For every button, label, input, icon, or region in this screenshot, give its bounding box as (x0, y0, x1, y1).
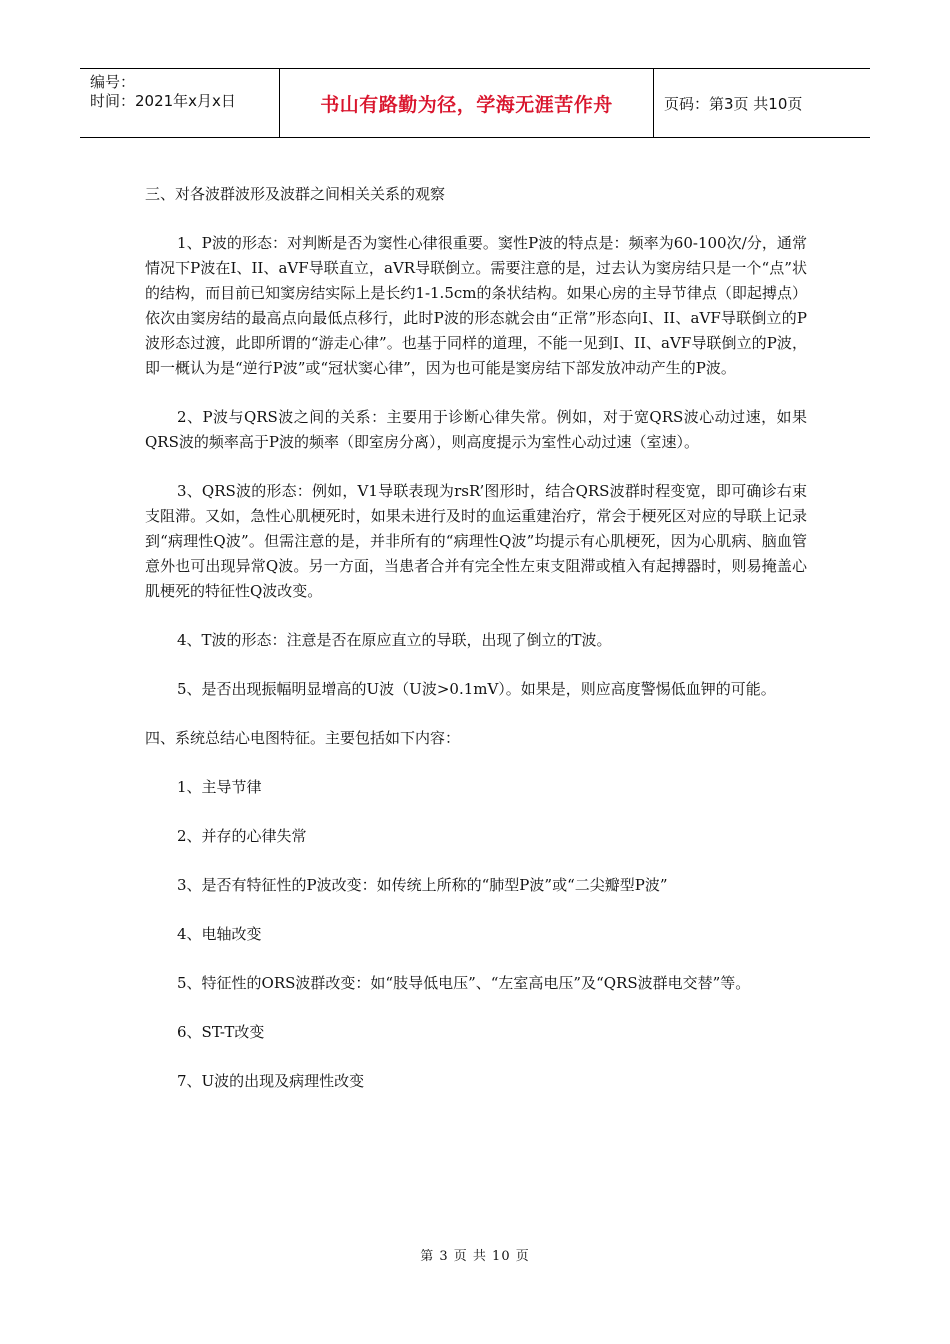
paragraph-qrs-morphology: 3、QRS波的形态：例如，V1导联表现为rsR’图形时，结合QRS波群时程变宽，即可确诊右束支阻滞。又如，急性心肌梗死时，如果未进行及时的血运重建治疗，常会于梗死区对应的导联上记录到“病理性Q波”。但需注意的是，并非所有的“病理性Q波”均提示有心肌梗死，因为心肌病、脑血管意外也可出现异常Q波。另一方面，当患者合并有完全性左束支阻滞或植入有起搏器时，则易掩盖心肌梗死的特征性Q波改变。 (145, 482, 807, 600)
list-item: 2、并存的心律失常 (177, 827, 307, 845)
list-item: 4、电轴改变 (177, 925, 262, 943)
document-header (80, 68, 870, 138)
list-item: 6、ST-T改变 (177, 1023, 265, 1041)
document-body (145, 182, 807, 1094)
header-page-cell (654, 69, 870, 137)
section-heading-4: 四、系统总结心电图特征。主要包括如下内容： (145, 729, 461, 747)
paragraph-p-qrs-relationship: 2、P波与QRS波之间的关系：主要用于诊断心律失常。例如，对于宽QRS波心动过速，如果QRS波的频率高于P波的频率（即室房分离），则高度提示为室性心动过速（室速）。 (145, 408, 807, 451)
footer-page-number: 第 3 页 共 10 页 (420, 1249, 530, 1264)
header-page-info: 页码：第3页 共10页 (664, 94, 803, 113)
paragraph-t-wave-morphology: 4、T波的形态：注意是否在原应直立的导联，出现了倒立的T波。 (177, 631, 612, 649)
page-footer (0, 1245, 950, 1264)
document-time-label: 时间：2021年x月x日 (90, 92, 236, 110)
document-number-label: 编号： (90, 73, 136, 91)
list-item: 7、U波的出现及病理性改变 (177, 1072, 365, 1090)
paragraph-u-wave: 5、是否出现振幅明显增高的U波（U波>0.1mV）。如果是，则应高度警惕低血钾的可能。 (177, 680, 776, 698)
list-item: 1、主导节律 (177, 778, 262, 796)
header-motto-cell (280, 69, 654, 137)
header-meta-cell (80, 69, 280, 137)
section-heading-3: 三、对各波群波形及波群之间相关关系的观察 (145, 185, 446, 203)
paragraph-p-wave-morphology: 1、P波的形态：对判断是否为窦性心律很重要。窦性P波的特点是：频率为60-100次/分，通常情况下P波在I、II、aVF导联直立，aVR导联倒立。需要注意的是，过去认为窦房结只是一个“点”状的结构，而目前已知窦房结实际上是长约1-1.5cm的条状结构。如果心房的主导节律点（即起搏点）依次由窦房结的最高点向最低点移行，此时P波的形态就会由“正常”形态向I、II、aVF导联倒立的P波形态过渡，此即所谓的“游走心律”。也基于同样的道理，不能一见到I、II、aVF导联倒立的P波，即一概认为是“逆行P波”或“冠状窦心律”，因为也可能是窦房结下部发放冲动产生的P波。 (145, 234, 807, 377)
motto-text: 书山有路勤为径，学海无涯苦作舟 (320, 93, 613, 116)
list-item: 5、特征性的ORS波群改变：如“肢导低电压”、“左室高电压”及“QRS波群电交替”等。 (177, 974, 751, 992)
list-item: 3、是否有特征性的P波改变：如传统上所称的“肺型P波”或“二尖瓣型P波” (177, 876, 668, 894)
